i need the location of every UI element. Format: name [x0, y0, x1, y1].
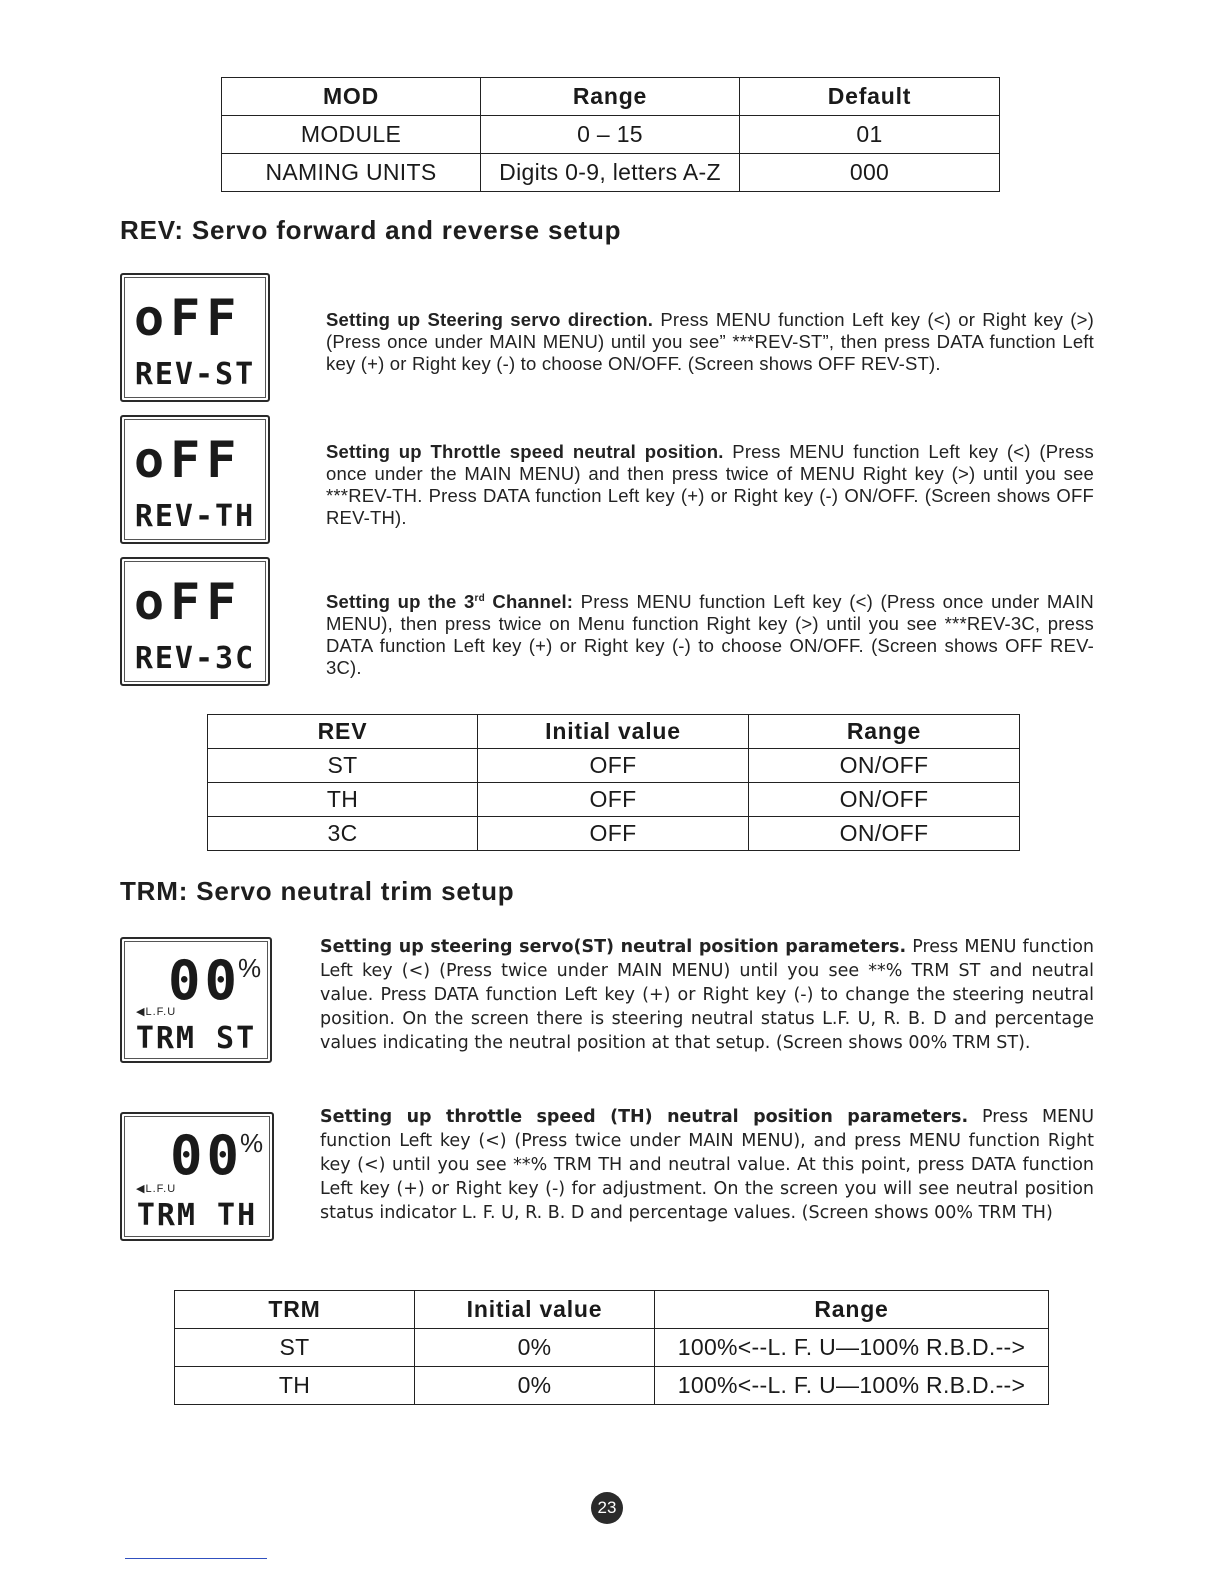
lcd-trm-th	[120, 1112, 274, 1241]
mod-cell: 01	[740, 116, 1000, 154]
rev-cell: 3C	[208, 817, 478, 851]
paragraph-body: Press MENU function Left key (<) (Press once under the MAIN MENU) and then press twice of MENU Right key (>) until you see ***REV-TH. Press DATA function Left key (+) or Right key (-) ON/OFF. (Screen shows OFF REV-TH).	[326, 441, 1094, 528]
trm-cell: ST	[175, 1329, 415, 1367]
arrow-left-icon: ◀	[136, 1183, 146, 1195]
trm-cell: 0%	[415, 1329, 655, 1367]
footer-divider	[125, 1558, 267, 1559]
lcd-indicator: ◀L.F.U	[136, 1183, 177, 1195]
rev-th-paragraph	[326, 441, 1094, 529]
lcd-mode: TRM TH	[136, 1198, 258, 1233]
rev-header-rev: REV	[208, 715, 478, 749]
lcd-value: 00	[168, 949, 242, 1012]
mod-cell: NAMING UNITS	[222, 154, 481, 192]
mod-cell: Digits 0-9, letters A-Z	[481, 154, 740, 192]
page-number: 23	[591, 1492, 623, 1524]
mod-table	[221, 77, 1000, 192]
rev-cell: OFF	[478, 783, 749, 817]
rev-cell: ON/OFF	[749, 749, 1020, 783]
mod-cell: 000	[740, 154, 1000, 192]
rev-header-range: Range	[749, 715, 1020, 749]
lcd-percent: %	[240, 1128, 264, 1158]
mod-header-range: Range	[481, 78, 740, 116]
trm-header-initial: Initial value	[415, 1291, 655, 1329]
lcd-rev-st	[120, 273, 270, 402]
rev-cell: ST	[208, 749, 478, 783]
arrow-left-icon: ◀	[136, 1006, 146, 1018]
mod-header-default: Default	[740, 78, 1000, 116]
rev-3c-paragraph	[326, 588, 1094, 679]
lcd-rev-3c	[120, 557, 270, 686]
rev-cell: ON/OFF	[749, 817, 1020, 851]
paragraph-heading: Setting up throttle speed (TH) neutral position parameters.	[320, 1107, 969, 1127]
paragraph-heading: Setting up Throttle speed neutral position.	[326, 441, 724, 462]
trm-st-paragraph	[320, 935, 1094, 1055]
trm-header-range: Range	[655, 1291, 1049, 1329]
paragraph-body: Press MENU function Left key (<) (Press once under MAIN MENU), then press twice on Menu function Right key (>) until you see ***REV-3C, press DATA function Left key (+) or Right key (-) to choose ON/OFF. (Screen shows OFF REV-3C).	[326, 591, 1094, 679]
mod-cell: MODULE	[222, 116, 481, 154]
trm-cell: TH	[175, 1367, 415, 1405]
lcd-mode: REV-ST	[134, 357, 256, 392]
rev-section-title: REV: Servo forward and reverse setup	[120, 215, 622, 245]
paragraph-heading: Setting up Steering servo direction.	[326, 309, 654, 330]
lcd-indicator: ◀L.F.U	[136, 1006, 177, 1018]
rev-st-paragraph	[326, 309, 1094, 375]
lcd-rev-th	[120, 415, 270, 544]
lcd-mode: REV-3C	[134, 641, 256, 676]
paragraph-heading: Setting up the 3rd Channel:	[326, 591, 574, 613]
lcd-value: oFF	[134, 431, 243, 489]
lcd-percent: %	[238, 953, 262, 983]
trm-cell: 100%<--L. F. U—100% R.B.D.-->	[655, 1367, 1049, 1405]
lcd-value: 00	[170, 1124, 244, 1187]
trm-cell: 100%<--L. F. U—100% R.B.D.-->	[655, 1329, 1049, 1367]
trm-cell: 0%	[415, 1367, 655, 1405]
trm-section-title: TRM: Servo neutral trim setup	[120, 876, 515, 906]
lcd-mode: REV-TH	[134, 499, 256, 534]
trm-table	[174, 1290, 1049, 1405]
rev-cell: ON/OFF	[749, 783, 1020, 817]
trm-header-trm: TRM	[175, 1291, 415, 1329]
lcd-value: oFF	[134, 573, 243, 631]
rev-cell: TH	[208, 783, 478, 817]
paragraph-body: Press MENU function Left key (<) (Press twice under MAIN MENU), and press MENU function Right key (<) until you see **% TRM TH and neutral value. At this point, press DATA function Left key (+) or Right key (-) for adjustment. On the screen you will see neutral position status indicator L. F. U, R. B. D and percentage values. (Screen shows 00% TRM TH)	[320, 1107, 1094, 1223]
rev-cell: OFF	[478, 817, 749, 851]
lcd-value: oFF	[134, 289, 243, 347]
paragraph-body: Press MENU function Left key (<) (Press twice under MAIN MENU) until you see **% TRM ST and neutral value. Press DATA function Left key (+) or Right key (-) to change the steering neutral position. On the screen there is steering neutral status L.F. U, R. B. D and percentage values indicating the neutral position at that setup. (Screen shows 00% TRM ST).	[320, 937, 1094, 1053]
rev-table	[207, 714, 1020, 851]
rev-cell: OFF	[478, 749, 749, 783]
mod-header-mod: MOD	[222, 78, 481, 116]
mod-cell: 0 – 15	[481, 116, 740, 154]
rev-header-initial: Initial value	[478, 715, 749, 749]
lcd-mode: TRM ST	[135, 1021, 257, 1056]
paragraph-body: Press MENU function Left key (<) or Right key (>) (Press once under MAIN MENU) until you see” ***REV-ST”, then press DATA function Left key (+) or Right key (-) to choose ON/OFF. (Screen shows OFF REV-ST).	[326, 309, 1094, 374]
lcd-trm-st	[120, 937, 272, 1063]
trm-th-paragraph	[320, 1105, 1094, 1225]
paragraph-heading: Setting up steering servo(ST) neutral position parameters.	[320, 937, 907, 957]
